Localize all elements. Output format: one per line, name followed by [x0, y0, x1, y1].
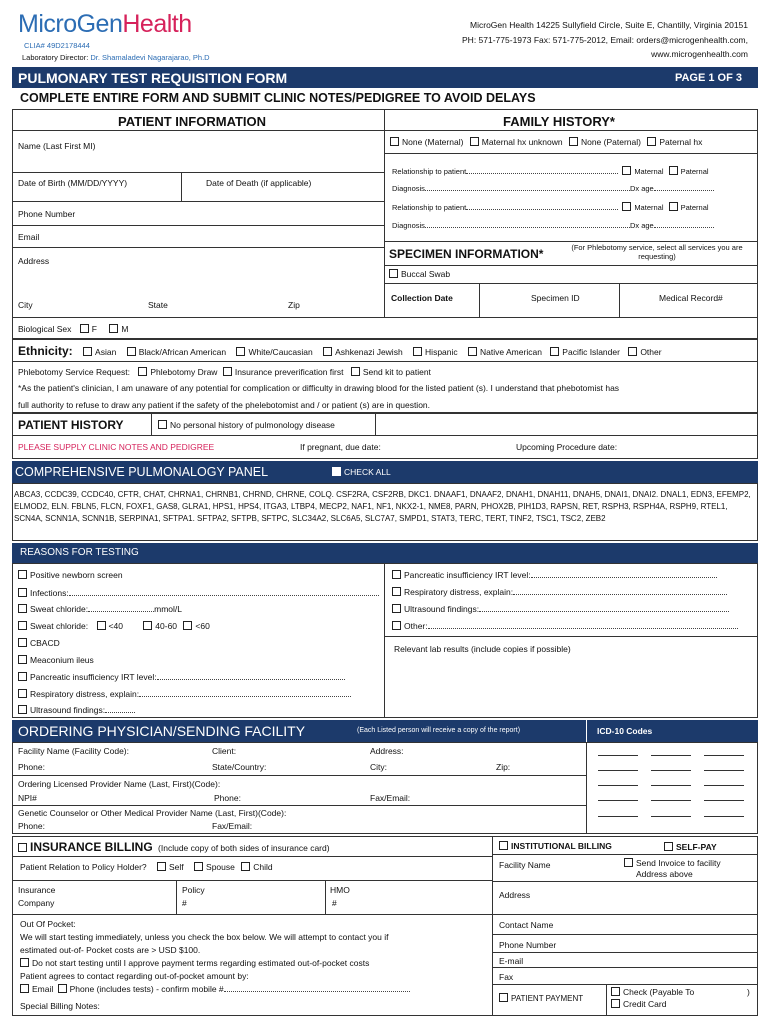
billing-email[interactable]: E-mail: [499, 956, 524, 966]
sex-f-checkbox[interactable]: [80, 324, 89, 333]
relation-opt: Self: [169, 862, 184, 872]
diagnosis-row-1: [392, 184, 714, 193]
dod-field[interactable]: Date of Death (if applicable): [206, 178, 312, 188]
reason-label: Infections:: [30, 588, 69, 598]
reason-checkbox[interactable]: [392, 604, 401, 613]
reason-checkbox[interactable]: [18, 621, 27, 630]
form-title: PULMONARY TEST REQUISITION FORM: [18, 70, 288, 86]
check-all-label: CHECK ALL: [344, 467, 391, 477]
relation-child-checkbox[interactable]: [241, 862, 250, 871]
physician-city[interactable]: City:: [370, 762, 387, 772]
oop-line-1: We will start testing immediately, unless you check the box below. We will attempt to contact you if: [20, 932, 389, 942]
eth-black-checkbox[interactable]: [127, 347, 136, 356]
reason-checkbox[interactable]: [18, 604, 27, 613]
send-invoice-checkbox[interactable]: [624, 858, 633, 867]
insurance-billing-checkbox[interactable]: [18, 843, 27, 852]
phleb-send-kit-checkbox[interactable]: [351, 367, 360, 376]
reason-left-7: [18, 689, 351, 699]
relationship-row-1: [392, 166, 709, 176]
zip-field[interactable]: Zip: [288, 300, 300, 310]
reason-label: Ultrasound findings:: [30, 705, 106, 715]
phleb-draw-checkbox[interactable]: [138, 367, 147, 376]
diagnosis-label: Diagnosis: [392, 221, 425, 230]
do-not-start-checkbox[interactable]: [20, 958, 29, 967]
sweat-opt: 40-60: [155, 621, 178, 631]
reason-left-2: [18, 604, 182, 614]
reason-checkbox[interactable]: [18, 588, 27, 597]
check-all-checkbox[interactable]: [332, 467, 341, 476]
no-history-row: [158, 420, 335, 430]
sweat-opt-checkbox[interactable]: [183, 621, 192, 630]
form-instruction: COMPLETE ENTIRE FORM AND SUBMIT CLINIC NOTES/PEDIGREE TO AVOID DELAYS: [20, 91, 536, 105]
credit-card-label: Credit Card: [623, 999, 667, 1009]
brand-logo: [18, 10, 192, 39]
facility-name[interactable]: Facility Name (Facility Code):: [18, 746, 129, 756]
reason-left-8: [18, 705, 135, 715]
reason-checkbox[interactable]: [18, 705, 27, 714]
physician-phone[interactable]: Phone:: [18, 762, 45, 772]
reason-left-1: [18, 588, 379, 598]
icd-blank[interactable]: [651, 770, 691, 771]
panel-bar: [12, 461, 758, 483]
relation-opt: Child: [253, 862, 273, 872]
eth-option: Asian: [95, 347, 117, 357]
reasons-bar: [12, 543, 758, 563]
no-history-checkbox[interactable]: [158, 420, 167, 429]
patient-name-field[interactable]: Name (Last First MI): [18, 141, 96, 151]
icd-blank[interactable]: [651, 785, 691, 786]
insurance-billing-label: INSURANCE BILLING: [30, 840, 153, 854]
reason-label: Pancreatic insufficiency IRT level:: [404, 570, 531, 580]
reason-left-0: [18, 570, 123, 580]
icd-blank[interactable]: [598, 755, 638, 756]
reason-label: Sweat chloride:: [30, 621, 89, 631]
check-paren: ): [747, 987, 750, 997]
credit-card-checkbox[interactable]: [611, 999, 620, 1008]
phleb-option: Phlebotomy Draw: [150, 367, 218, 377]
reason-label: Respiratory distress, explain:: [404, 587, 514, 597]
policy-hash: #: [182, 898, 187, 908]
hmo-label[interactable]: HMO: [330, 885, 350, 895]
diagnosis-row-2: [392, 221, 714, 230]
reason-checkbox[interactable]: [18, 689, 27, 698]
lab-director-name: Dr. Shamaladevi Nagarajarao, Ph.D: [90, 53, 210, 62]
patient-payment: [499, 993, 583, 1003]
relation-self-checkbox[interactable]: [157, 862, 166, 871]
genetic-counselor[interactable]: Genetic Counselor or Other Medical Provider Name (Last, First)(Code):: [18, 808, 287, 818]
eth-option: Black/African American: [138, 347, 227, 357]
out-of-pocket-label: Out Of Pocket:: [20, 919, 76, 929]
reason-right-2: [392, 604, 729, 614]
sweat-opt-checkbox[interactable]: [143, 621, 152, 630]
upcoming-procedure[interactable]: Upcoming Procedure date:: [516, 442, 618, 452]
patient-history-heading: PATIENT HISTORY: [18, 418, 124, 432]
reasons-heading: REASONS FOR TESTING: [20, 547, 139, 558]
specimen-id[interactable]: Specimen ID: [531, 293, 580, 303]
paternal-label: Paternal: [680, 203, 709, 212]
brand-micro: MicroGen: [18, 10, 123, 38]
credit-card: [611, 999, 666, 1009]
reason-left-5: [18, 655, 94, 665]
eth-option: Ashkenazi Jewish: [335, 347, 403, 357]
sex-f-label: F: [91, 324, 97, 334]
oop-line-3: [20, 958, 369, 968]
contact-email-label: Email: [32, 984, 54, 994]
insurance-company-label[interactable]: Insurance: [18, 885, 56, 895]
sex-label: Biological Sex: [18, 324, 72, 334]
special-billing-notes[interactable]: Special Billing Notes:: [20, 1001, 100, 1011]
phlebotomy-row: [18, 367, 431, 377]
check-payable: [611, 987, 694, 997]
sex-m-label: M: [121, 324, 129, 334]
address-field[interactable]: Address: [18, 256, 50, 266]
title-bar: [12, 67, 758, 88]
address-above: Address above: [636, 869, 693, 879]
reason-label: Sweat chloride:: [30, 604, 89, 614]
maternal-checkbox-1[interactable]: [622, 166, 631, 175]
icd-blank[interactable]: [704, 800, 744, 801]
patient-info-heading: PATIENT INFORMATION: [118, 114, 267, 129]
physician-bar: [12, 720, 758, 742]
page-number: PAGE 1 OF 3: [674, 72, 742, 84]
reason-label: Ultrasound findings:: [404, 604, 480, 614]
eth-asian-checkbox[interactable]: [83, 347, 92, 356]
contact-phone-checkbox[interactable]: [58, 984, 67, 993]
eth-option: White/Caucasian: [248, 347, 313, 357]
policy-relation-row: [20, 862, 273, 872]
lab-website: www.microgenhealth.com: [651, 49, 748, 59]
institutional-label: INSTITUTIONAL BILLING: [511, 841, 612, 851]
relationship-row-2: [392, 202, 709, 212]
reason-label: Respiratory distress, explain:: [30, 689, 140, 699]
billing-phone-number[interactable]: Phone Number: [499, 940, 557, 950]
sweat-opt: <60: [195, 621, 210, 631]
ordering-provider[interactable]: Ordering Licensed Provider Name (Last, First)(Code):: [18, 779, 221, 789]
no-history-label: No personal history of pulmonology disease: [170, 420, 335, 430]
specimen-note: (For Phlebotomy service, select all services you are requesting): [571, 243, 743, 261]
phlebotomy-disclaimer-2: full authority to refuse to draw any patient if the safety of the phelebotomist and / or patient (s) are in question.: [18, 400, 431, 410]
reason-right-0: [392, 570, 717, 580]
family-history-heading: FAMILY HISTORY*: [503, 114, 615, 129]
fh-none-maternal-checkbox[interactable]: [390, 137, 399, 146]
state-field[interactable]: State: [148, 300, 168, 310]
buccal-swab-label: Buccal Swab: [401, 269, 451, 279]
counselor-phone[interactable]: Phone:: [18, 821, 45, 831]
relation-opt: Spouse: [206, 862, 235, 872]
fh-maternal-unknown-checkbox[interactable]: [470, 137, 479, 146]
maternal-label: Maternal: [634, 203, 664, 212]
do-not-start-label: Do not start testing until I approve payment terms regarding estimated out-of-pocket costs: [32, 958, 370, 968]
oop-line-2: estimated out-of- Pocket costs are > USD $100.: [20, 945, 201, 955]
icd-blank[interactable]: [598, 800, 638, 801]
icd-blank[interactable]: [651, 755, 691, 756]
eth-white-checkbox[interactable]: [236, 347, 245, 356]
check-payable-checkbox[interactable]: [611, 987, 620, 996]
reason-label: Pancreatic insufficiency IRT level:: [30, 672, 157, 682]
lab-director-label: Laboratory Director:: [22, 53, 89, 62]
icd-blank[interactable]: [598, 785, 638, 786]
self-pay: [664, 842, 717, 852]
fh-option: Paternal hx: [659, 137, 703, 147]
ethnicity-label: Ethnicity:: [18, 344, 73, 358]
reason-left-4: [18, 638, 60, 648]
brand-health: Health: [122, 10, 192, 38]
send-invoice-label: Send Invoice to facility: [636, 858, 721, 868]
relationship-label: Relationship to patient: [392, 167, 467, 176]
phlebotomy-label: Phlebotomy Service Request:: [18, 367, 130, 377]
counselor-fax-email[interactable]: Fax/Email:: [212, 821, 253, 831]
contact-phone-label: Phone (includes tests) - confirm mobile #: [69, 984, 224, 994]
clia-number: CLIA# 49D2178444: [24, 41, 90, 50]
gene-list: ABCA3, CCDC39, CCDC40, CFTR, CHAT, CHRNA1, CHRNB1, CHRND, CHRNE, COLQ. CSF2RA, CSF2RB, DKC1. DNAAF1, DNAAF2, DNAH1, DNAH11, DNAH5, DNAI1, DNAI2. DNAL1, EDN3, EFEMP2, ELMOD2, ELN. FBLN5, FLCN, FOXF1, GAS8, GLRA1, HPS1, HPS4, ITGA3, LTBP4, MECP2, NAF1, NF1, NKX2-1, NME8, PARN, PHOX2B, PIH1D3, RAPSN, RET, RSPH3, RSPH4A, RSPH9, RTEL1, SCN4A, SCNN1A, SCNN1B, SERPINA1, SFTPA1. SFTPA2, SFTPB, SFTPC, SLC34A2, SLC6A5, SLC7A7, SMPD1, STAT3, TERC, TERT, TINF2, TSC1, TSC2, ZEB2: [14, 490, 751, 523]
eth-option: Hispanic: [425, 347, 458, 357]
sweat-opt: <40: [108, 621, 123, 631]
collection-date[interactable]: Collection Date: [391, 293, 453, 303]
fh-none-paternal-checkbox[interactable]: [569, 137, 578, 146]
phone-field[interactable]: Phone Number: [18, 209, 76, 219]
self-pay-checkbox[interactable]: [664, 842, 673, 851]
reason-checkbox[interactable]: [18, 672, 27, 681]
oop-line-5: [20, 984, 410, 994]
state-country[interactable]: State/Country:: [212, 762, 267, 772]
paternal-label: Paternal: [680, 167, 709, 176]
reason-label: Positive newborn screen: [30, 570, 123, 580]
panel-heading: COMPREHENSIVE PULMONALOGY PANEL: [15, 465, 269, 479]
reason-checkbox[interactable]: [392, 621, 401, 630]
billing-address[interactable]: Address: [499, 890, 531, 900]
policy-relation-label: Patient Relation to Policy Holder?: [20, 862, 147, 872]
eth-native-checkbox[interactable]: [468, 347, 477, 356]
provider-fax-email[interactable]: Fax/Email:: [370, 793, 411, 803]
phlebotomy-disclaimer-1: *As the patient's clinician, I am unaware of any potential for complication or difficulty in drawing blood for the listed patient (s). I understand that phebotomist has: [18, 383, 620, 393]
icd-blank[interactable]: [704, 785, 744, 786]
sweat-opt-checkbox[interactable]: [97, 621, 106, 630]
biological-sex: [18, 324, 128, 334]
insurance-company-label-2: Company: [18, 898, 55, 908]
specimen-heading: SPECIMEN INFORMATION*: [389, 247, 544, 261]
reason-label: CBACD: [30, 638, 60, 648]
reason-checkbox[interactable]: [18, 638, 27, 647]
check-all: [332, 467, 391, 477]
billing-fax[interactable]: Fax: [499, 972, 514, 982]
reason-right-3: [392, 621, 738, 631]
icd-blank[interactable]: [598, 770, 638, 771]
institutional-checkbox[interactable]: [499, 841, 508, 850]
sex-m-checkbox[interactable]: [109, 324, 118, 333]
buccal-swab-checkbox[interactable]: [389, 269, 398, 278]
eth-hispanic-checkbox[interactable]: [413, 347, 422, 356]
patient-history-box: [12, 413, 758, 459]
lab-address: MicroGen Health 14225 Sullyfield Circle, Suite E, Chantilly, Virginia 20151: [470, 20, 748, 30]
reason-label: Other:: [404, 621, 428, 631]
city-field[interactable]: City: [18, 300, 33, 310]
lab-results-label[interactable]: Relevant lab results (include copies if possible): [394, 644, 571, 654]
fh-option: Maternal hx unknown: [481, 137, 563, 147]
diagnosis-label: Diagnosis: [392, 184, 425, 193]
phleb-option: Insurance preverification first: [234, 367, 344, 377]
provider-phone[interactable]: Phone:: [214, 793, 241, 803]
eth-option: Other: [640, 347, 662, 357]
reason-label: Meaconium ileus: [30, 655, 94, 665]
insurance-note: (Include copy of both sides of insurance card): [158, 843, 330, 853]
check-payable-label: Check (Payable To: [623, 987, 695, 997]
contact-name[interactable]: Contact Name: [499, 920, 554, 930]
fh-option: None (Paternal): [580, 137, 641, 147]
reason-right-1: [392, 587, 727, 597]
dob-field[interactable]: Date of Birth (MM/DD/YYYY): [18, 178, 128, 188]
family-options: [390, 137, 702, 147]
reason-checkbox[interactable]: [392, 587, 401, 596]
self-pay-label: SELF-PAY: [676, 842, 717, 852]
institutional-billing: [499, 841, 612, 851]
physician-note: (Each Listed person will receive a copy of the report): [357, 727, 521, 734]
icd-blank[interactable]: [704, 755, 744, 756]
reason-left-3: [18, 621, 210, 631]
email-field[interactable]: Email: [18, 232, 40, 242]
reason-checkbox[interactable]: [392, 570, 401, 579]
eth-pacific-checkbox[interactable]: [550, 347, 559, 356]
facility-name-billing[interactable]: Facility Name: [499, 860, 551, 870]
mmol-unit: mmol/L: [154, 604, 182, 614]
patient-payment-checkbox[interactable]: [499, 993, 508, 1002]
pregnant-due-date[interactable]: If pregnant, due date:: [300, 442, 381, 452]
medical-record[interactable]: Medical Record#: [659, 293, 723, 303]
fh-paternal-hx-checkbox[interactable]: [647, 137, 656, 146]
relation-spouse-checkbox[interactable]: [194, 862, 203, 871]
phleb-preverify-checkbox[interactable]: [223, 367, 232, 376]
reason-checkbox[interactable]: [18, 655, 27, 664]
icd-blank[interactable]: [704, 816, 744, 817]
relationship-label: Relationship to patient: [392, 203, 467, 212]
policy-label[interactable]: Policy: [182, 885, 205, 895]
fh-option: None (Maternal): [402, 137, 464, 147]
physician-heading: ORDERING PHYSICIAN/SENDING FACILITY: [18, 723, 306, 739]
eth-other-checkbox[interactable]: [628, 347, 637, 356]
patient-payment-label: PATIENT PAYMENT: [511, 994, 584, 1003]
icd-blank[interactable]: [598, 816, 638, 817]
physician-address[interactable]: Address:: [370, 746, 404, 756]
paternal-checkbox-2[interactable]: [669, 202, 678, 211]
reason-checkbox[interactable]: [18, 570, 27, 579]
reason-left-6: [18, 672, 345, 682]
client[interactable]: Client:: [212, 746, 237, 756]
eth-ashkenazi-checkbox[interactable]: [323, 347, 332, 356]
lab-contact: PH: 571-775-1973 Fax: 571-775-2012, Email: orders@microgenhealth.com,: [462, 35, 748, 45]
icd-blank[interactable]: [651, 800, 691, 801]
lab-director: [22, 53, 210, 62]
insurance-billing-row: [18, 840, 330, 854]
paternal-checkbox-1[interactable]: [669, 166, 678, 175]
eth-option: Pacific Islander: [562, 347, 620, 357]
maternal-checkbox-2[interactable]: [622, 202, 631, 211]
send-invoice: [624, 858, 721, 868]
icd-blank[interactable]: [704, 770, 744, 771]
dx-age-label: Dx age: [629, 184, 654, 193]
contact-email-checkbox[interactable]: [20, 984, 29, 993]
dx-age-label: Dx age: [629, 221, 654, 230]
buccal-swab: [389, 269, 450, 279]
oop-line-4: Patient agrees to contact regarding out-of-pocket amount by:: [20, 971, 249, 981]
hmo-hash: #: [332, 898, 337, 908]
ethnicity-row: [18, 344, 662, 358]
maternal-label: Maternal: [634, 167, 664, 176]
physician-zip[interactable]: Zip:: [496, 762, 511, 772]
phleb-option: Send kit to patient: [362, 367, 431, 377]
npi[interactable]: NPI#: [18, 793, 37, 803]
eth-option: Native American: [480, 347, 542, 357]
icd-heading: ICD-10 Codes: [597, 726, 653, 736]
clinic-notes-notice: PLEASE SUPPLY CLINIC NOTES AND PEDIGREE: [18, 442, 215, 452]
icd-blank[interactable]: [651, 816, 691, 817]
